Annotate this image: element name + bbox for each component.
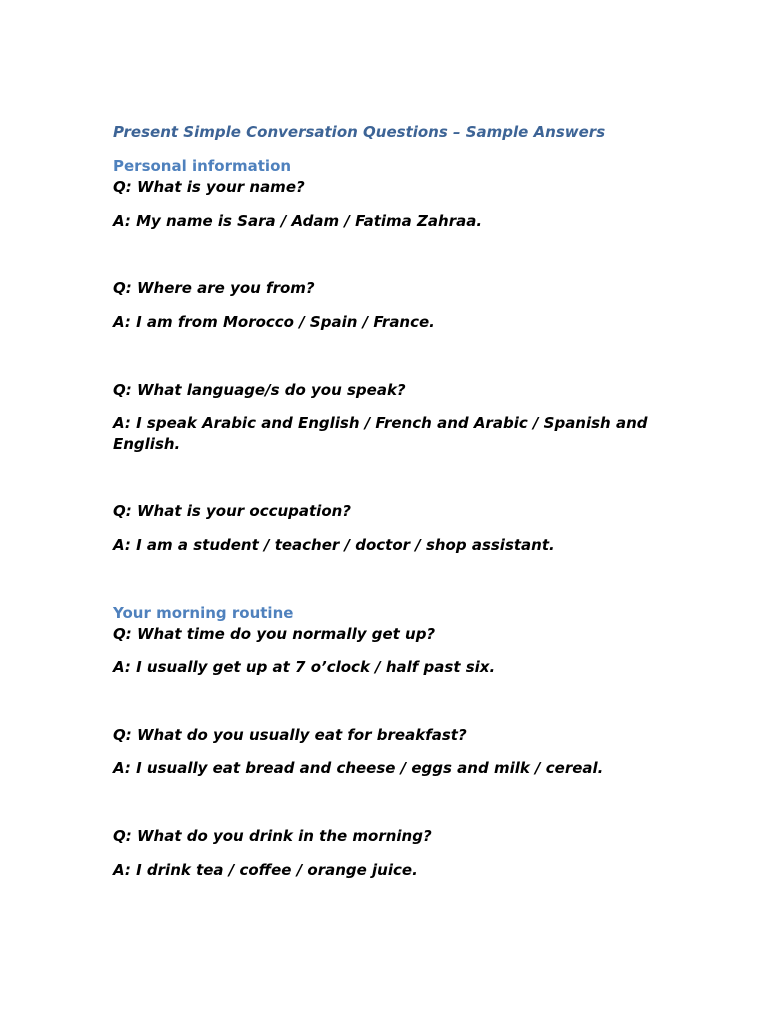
answer-name: A: My name is Sara / Adam / Fatima Zahraa. [113,212,483,230]
question-morning-drink: Q: What do you drink in the morning? [113,827,432,845]
answer-occupation: A: I am a student / teacher / doctor / shop assistant. [113,536,555,554]
section-heading-personal-information: Personal information [113,157,292,175]
question-occupation: Q: What is your occupation? [113,502,352,520]
section-heading-morning-routine: Your morning routine [113,604,294,622]
answer-wake-time: A: I usually get up at 7 o’clock / half past six. [113,658,496,676]
question-origin: Q: Where are you from? [113,279,315,297]
question-wake-time: Q: What time do you normally get up? [113,625,436,643]
question-languages: Q: What language/s do you speak? [113,381,406,399]
answer-languages: A: I speak Arabic and English / French and Arabic / Spanish and English. [113,414,648,453]
answer-origin: A: I am from Morocco / Spain / France. [113,313,435,331]
answer-morning-drink: A: I drink tea / coffee / orange juice. [113,861,418,879]
document-title: Present Simple Conversation Questions – Sample Answers [113,123,606,141]
answer-breakfast: A: I usually eat bread and cheese / eggs and milk / cereal. [113,759,604,777]
question-name: Q: What is your name? [113,178,305,196]
question-breakfast: Q: What do you usually eat for breakfast? [113,726,467,744]
